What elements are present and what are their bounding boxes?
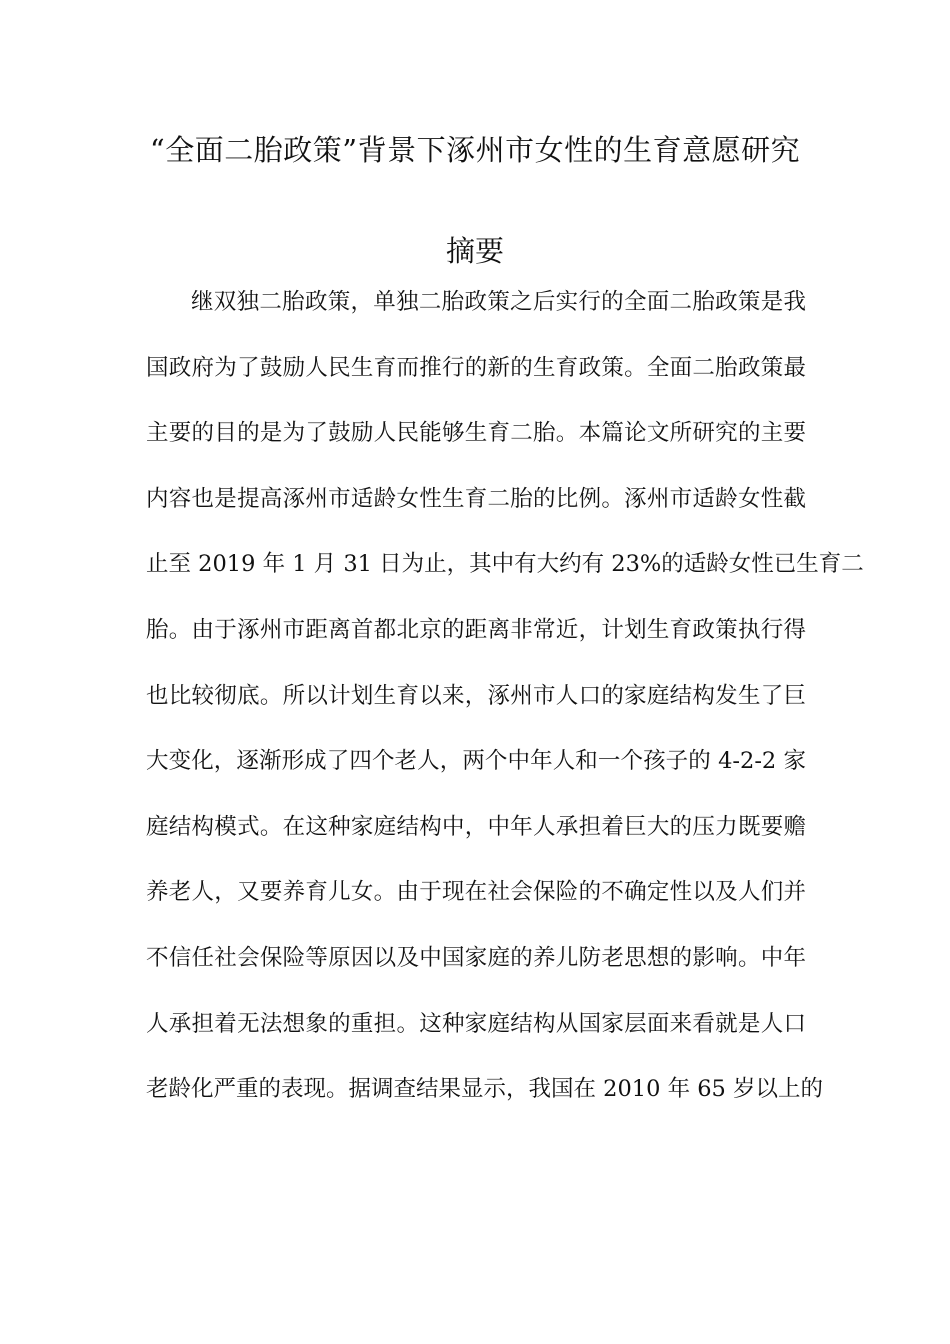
abstract-line: 不信任社会保险等原因以及中国家庭的养儿防老思想的影响。中年	[146, 944, 806, 971]
abstract-line: 继双独二胎政策，单独二胎政策之后实行的全面二胎政策是我	[191, 289, 806, 315]
abstract-body	[146, 280, 864, 1133]
abstract-line: 止至 2019 年 1 月 31 日为止，其中有大约有 23%的适龄女性已生育二	[146, 551, 864, 578]
abstract-line: 主要的目的是为了鼓励人民能够生育二胎。本篇论文所研究的主要	[146, 420, 806, 447]
abstract-line: 国政府为了鼓励人民生育而推行的新的生育政策。全面二胎政策最	[146, 354, 806, 381]
abstract-line: 庭结构模式。在这种家庭结构中，中年人承担着巨大的压力既要赡	[146, 813, 806, 840]
abstract-line: 老龄化严重的表现。据调查结果显示，我国在 2010 年 65 岁以上的	[146, 1076, 824, 1103]
abstract-heading: 摘要	[445, 234, 504, 268]
abstract-line: 胎。由于涿州市距离首都北京的距离非常近，计划生育政策执行得	[146, 616, 806, 643]
abstract-line: 养老人，又要养育儿女。由于现在社会保险的不确定性以及人们并	[146, 879, 806, 906]
abstract-line: 内容也是提高涿州市适龄女性生育二胎的比例。涿州市适龄女性截	[146, 485, 806, 512]
abstract-line: 大变化，逐渐形成了四个老人，两个中年人和一个孩子的 4-2-2 家	[146, 748, 806, 775]
document-title: “全面二胎政策”背景下涿州市女性的生育意愿研究	[149, 133, 801, 167]
abstract-line: 人承担着无法想象的重担。这种家庭结构从国家层面来看就是人口	[146, 1010, 806, 1037]
abstract-line: 也比较彻底。所以计划生育以来，涿州市人口的家庭结构发生了巨	[146, 682, 806, 709]
